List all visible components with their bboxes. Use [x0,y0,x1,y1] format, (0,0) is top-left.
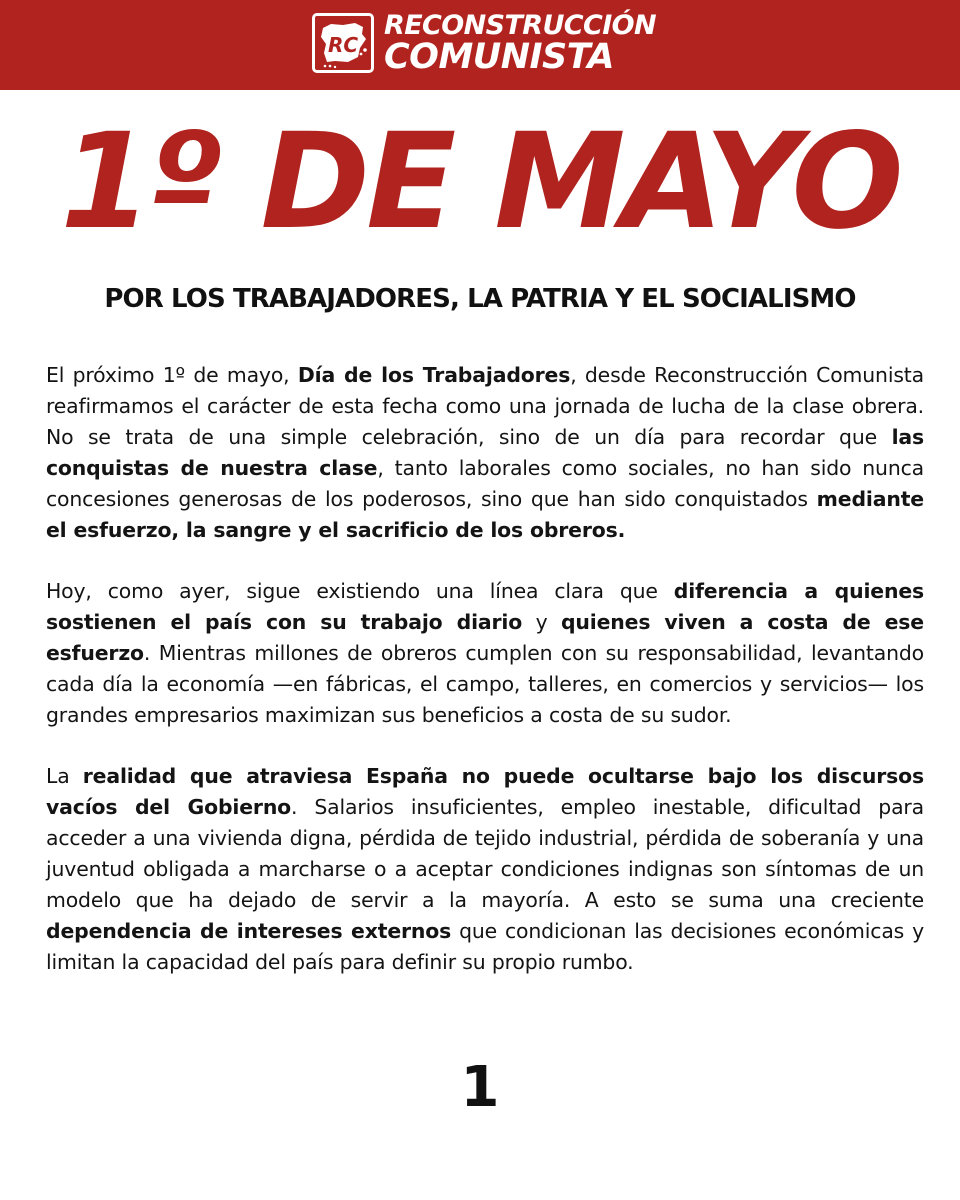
header-bar [0,0,960,90]
page-title: 1º DE MAYO [60,105,900,259]
bold-text-run: diferencia a quienes sostienen el país con su trabajo diario [46,579,924,634]
logo-initials: RC [327,33,359,57]
paragraph-2 [46,576,924,731]
text-run: . Salarios insuficientes, empleo inestable, dificultad para acceder a una vivienda digna, pérdida de tejido industrial, pérdida de soberanía y una juventud obligada a marcharse o a aceptar condiciones indignas son síntomas de un modelo que ha dejado de servir a la mayoría. A esto se suma una creciente [46,795,924,912]
bold-text-run: Día de los Trabajadores [297,363,571,387]
spain-map-icon [315,16,371,70]
paragraph-3 [46,761,924,978]
text-run: , desde Reconstrucción Comunista reafirmamos el carácter de esta fecha como una jornada de lucha de la clase obrera. No se trata de una simple celebración, sino de un día para recordar que [46,363,924,449]
text-run: El próximo 1º de mayo, [46,363,298,387]
article-body [46,360,924,1008]
text-run: que condicionan las decisiones económicas y limitan la capacidad del país para definir su propio rumbo. [46,919,925,974]
rc-logo [312,13,374,73]
text-run: . Mientras millones de obreros cumplen con su responsabilidad, levantando cada día la economía —en fábricas, el campo, talleres, en comercios y servicios— los grandes empresarios maximizan sus beneficios a costa de su sudor. [46,641,924,727]
page-subtitle: POR LOS TRABAJADORES, LA PATRIA Y EL SOCIALISMO [104,284,856,314]
bold-text-run: mediante el esfuerzo, la sangre y el sacrificio de los obreros. [46,487,924,542]
bold-text-run: dependencia de intereses externos [46,919,452,943]
brand-line-1: RECONSTRUCCIÓN [384,10,657,41]
brand-name [384,12,656,75]
text-run: Hoy, como ayer, sigue existiendo una línea clara que [46,579,674,603]
bold-text-run: realidad que atraviesa España no puede ocultarse bajo los discursos vacíos del Gobierno [46,764,925,819]
page-number: 1 [460,1055,500,1120]
brand-line-2: COMUNISTA [384,37,614,77]
paragraph-1 [46,360,924,546]
bold-text-run: las conquistas de nuestra clase [46,425,924,480]
text-run: y [522,610,561,634]
bold-text-run: quienes viven a costa de ese esfuerzo [46,610,924,665]
text-run: , tanto laborales como sociales, no han sido nunca concesiones generosas de los poderosos, sino que han sido conquistados [46,456,925,511]
text-run: La [46,764,83,788]
